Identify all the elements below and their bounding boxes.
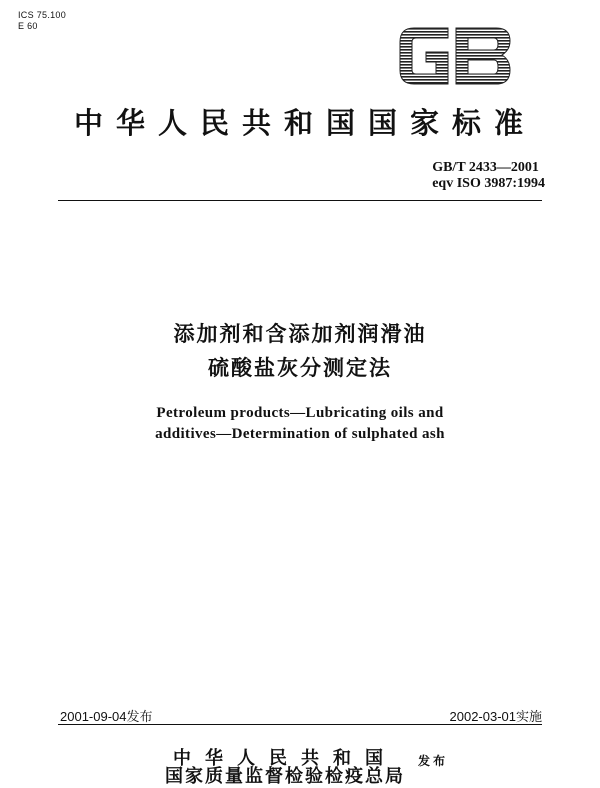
equivalent-standard: ISO 3987:1994 [456, 176, 545, 191]
effective-date: 2002-03-01实施 [449, 709, 542, 724]
bottom-divider [58, 724, 542, 725]
issue-date: 2001-09-04发布 [60, 709, 153, 724]
gb-logo [396, 7, 514, 90]
equivalence-prefix: eqv [432, 176, 454, 191]
standard-code [432, 160, 545, 192]
publish-label: 发布 [418, 754, 449, 768]
top-divider [58, 200, 542, 201]
chinese-title-line2: 硫酸盐灰分测定法 [208, 356, 392, 380]
ccs-code: E 60 [18, 21, 38, 31]
chinese-title-line1: 添加剂和含添加剂润滑油 [173, 322, 427, 346]
standard-title: 中华人民共和国国家标准 [73, 106, 536, 140]
issuer-agency: 国家质量监督检验检疫总局 [165, 766, 405, 787]
english-title-line2: additives—Determination of sulphated ash [155, 426, 445, 442]
ics-code: ICS 75.100 [18, 10, 67, 20]
standard-number: GB/T 2433—2001 [432, 160, 539, 175]
classification-codes [18, 10, 66, 32]
issuer-country: 中华人民共和国 [173, 748, 397, 769]
english-title-line1: Petroleum products—Lubricating oils and [156, 405, 444, 421]
logo-text: GB [396, 7, 421, 26]
